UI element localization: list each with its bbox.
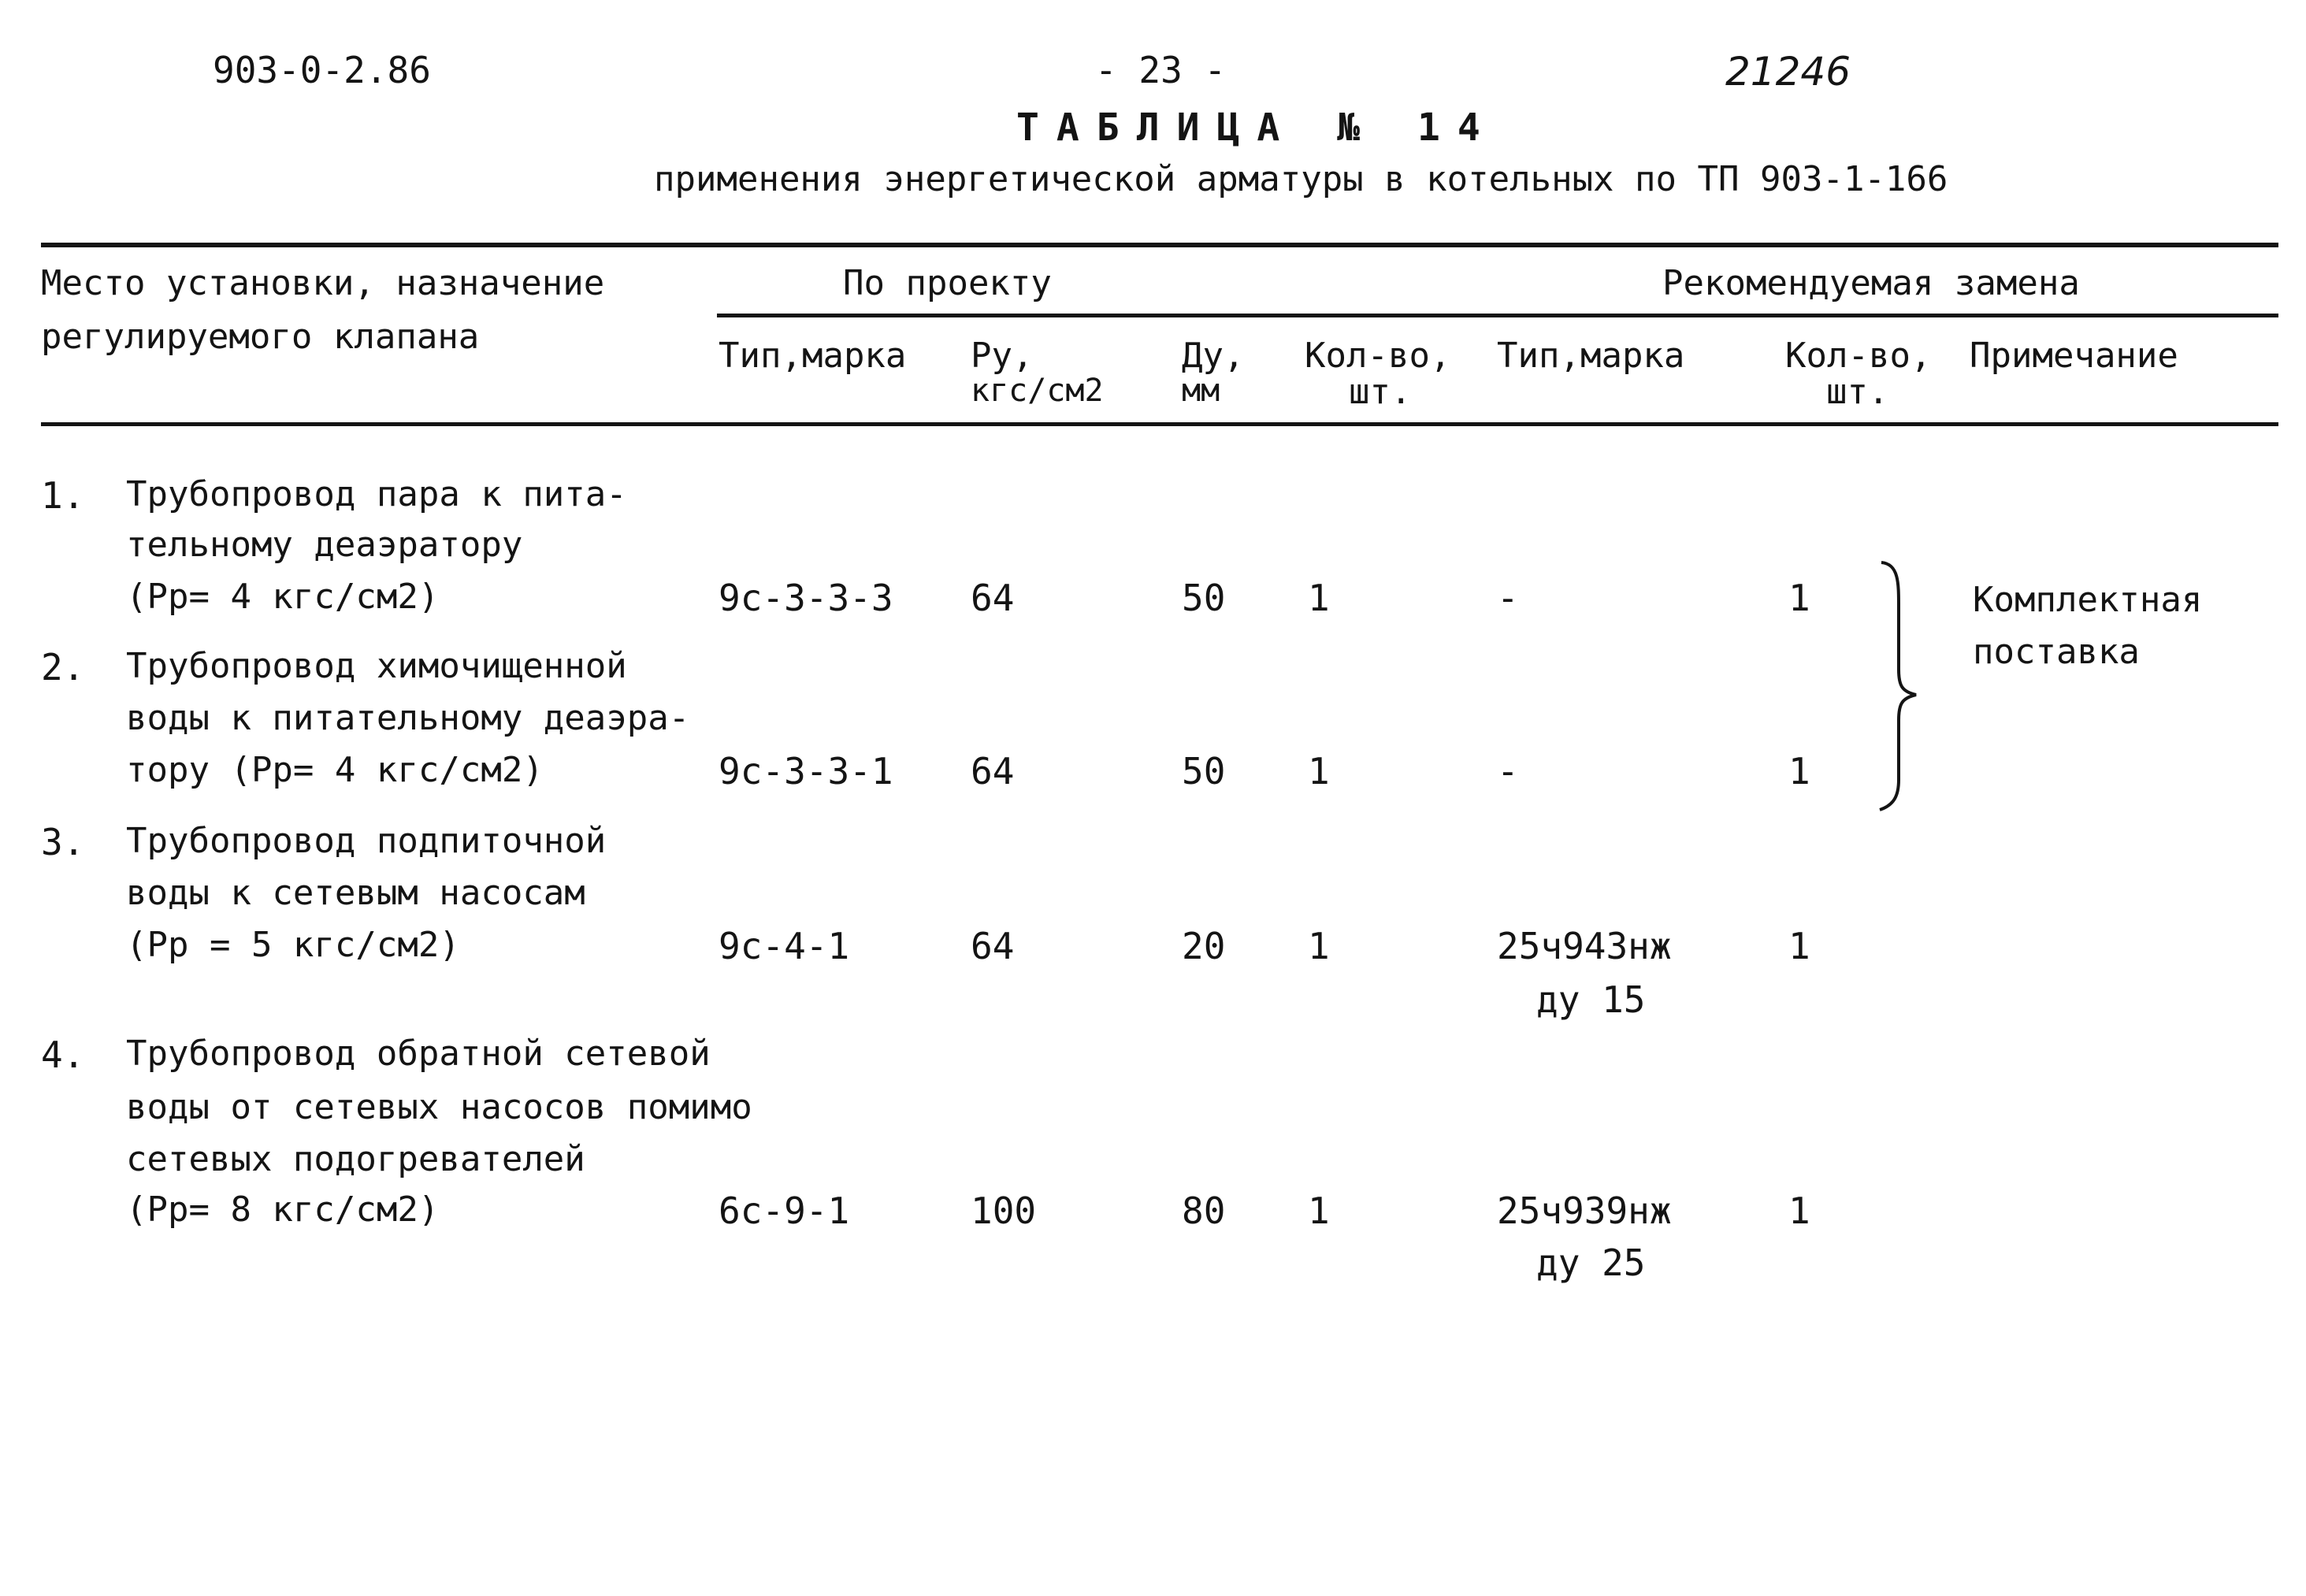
table-title: ТАБЛИЦА № 14 xyxy=(1016,106,1498,150)
row-2-desc-line2: воды к питательному деаэра- xyxy=(126,698,690,738)
col-py-header-line1: Ру, xyxy=(971,336,1034,376)
row-3-desc-line1: Трубопровод подпиточной xyxy=(126,821,607,861)
row-4-dy: 80 xyxy=(1182,1190,1226,1232)
row-2-qty: 1 xyxy=(1308,750,1330,792)
row-3-desc-line2: воды к сетевым насосам xyxy=(126,873,585,913)
row-4-desc-line2: воды от сетевых насосов помимо xyxy=(126,1087,752,1127)
row-3-number: 3. xyxy=(41,821,85,863)
col-qty-header-line1: Кол-во, xyxy=(1305,336,1451,376)
row-3-desc-line3: (Pp = 5 кгс/см2) xyxy=(126,925,460,965)
row-4-rep-type: 25ч939нж xyxy=(1497,1190,1672,1232)
col-location-header-line2: регулируемого клапана xyxy=(41,317,480,357)
row-4-number: 4. xyxy=(41,1034,85,1076)
row-3-rep-qty: 1 xyxy=(1788,925,1810,967)
row-1-desc-line3: (Pp= 4 кгс/см2) xyxy=(126,577,440,617)
row-4-desc-line4: (Pp= 8 кгс/см2) xyxy=(126,1190,440,1230)
row-1-py: 64 xyxy=(971,577,1015,619)
group-project-header: По проекту xyxy=(843,263,1052,303)
row-2-number: 2. xyxy=(41,646,85,689)
row-1-number: 1. xyxy=(41,474,85,517)
document-code: 903-0-2.86 xyxy=(213,49,431,91)
row-4-desc-line3: сетевых подогревателей xyxy=(126,1139,585,1179)
row-1-desc-line1: Трубопровод пара к пита- xyxy=(126,474,627,514)
rows-1-2-note-line2: поставка xyxy=(1973,632,2140,672)
table-subtitle: применения энергетической арматуры в котельных по ТП 903-1-166 xyxy=(654,159,1948,199)
col-note-header: Примечание xyxy=(1970,336,2178,376)
row-2-rep-qty: 1 xyxy=(1788,750,1810,792)
rows-1-2-brace xyxy=(1867,559,1922,811)
col-rep-qty-header-line2: шт. xyxy=(1826,372,1889,412)
group-replacement-header: Рекомендуемая замена xyxy=(1662,263,2080,303)
row-3-dy: 20 xyxy=(1182,925,1226,967)
row-2-rep-type: - xyxy=(1497,750,1519,792)
handwritten-number: 21246 xyxy=(1725,49,1851,95)
row-3-qty: 1 xyxy=(1308,925,1330,967)
col-location-header-line1: Место установки, назначение xyxy=(41,263,605,303)
col-qty-header-line2: шт. xyxy=(1349,372,1412,412)
row-2-desc-line1: Трубопровод химочищенной xyxy=(126,646,627,686)
row-2-dy: 50 xyxy=(1182,750,1226,792)
row-4-type: 6с-9-1 xyxy=(719,1190,850,1232)
rows-1-2-note-line1: Комплектная xyxy=(1973,580,2203,620)
row-1-type: 9с-3-3-3 xyxy=(719,577,893,619)
row-4-rep-type-size: ду 25 xyxy=(1536,1242,1646,1284)
row-3-py: 64 xyxy=(971,925,1015,967)
row-4-qty: 1 xyxy=(1308,1190,1330,1232)
row-1-dy: 50 xyxy=(1182,577,1226,619)
col-dy-header-line1: Ду, xyxy=(1182,336,1245,376)
col-rep-type-header: Тип,марка xyxy=(1497,336,1685,376)
group-header-rule xyxy=(717,314,2278,317)
col-dy-header-line2: мм xyxy=(1182,373,1220,409)
row-1-qty: 1 xyxy=(1308,577,1330,619)
row-4-rep-qty: 1 xyxy=(1788,1190,1810,1232)
row-1-rep-qty: 1 xyxy=(1788,577,1810,619)
row-1-desc-line2: тельному деаэратору xyxy=(126,525,523,565)
row-3-rep-type-size: ду 15 xyxy=(1536,978,1646,1021)
row-3-rep-type: 25ч943нж xyxy=(1497,925,1672,967)
page-number: - 23 - xyxy=(1095,49,1227,91)
row-4-desc-line1: Трубопровод обратной сетевой xyxy=(126,1034,711,1074)
row-3-type: 9с-4-1 xyxy=(719,925,850,967)
header-bottom-rule xyxy=(41,422,2278,426)
row-2-desc-line3: тору (Pp= 4 кгс/см2) xyxy=(126,750,544,790)
col-rep-qty-header-line1: Кол-во, xyxy=(1785,336,1932,376)
row-2-py: 64 xyxy=(971,750,1015,792)
row-2-type: 9с-3-3-1 xyxy=(719,750,893,792)
col-py-header-line2: кгс/см2 xyxy=(971,373,1104,409)
row-4-py: 100 xyxy=(971,1190,1037,1232)
col-type-header: Тип,марка xyxy=(719,336,907,376)
table-top-rule xyxy=(41,243,2278,247)
row-1-rep-type: - xyxy=(1497,577,1519,619)
